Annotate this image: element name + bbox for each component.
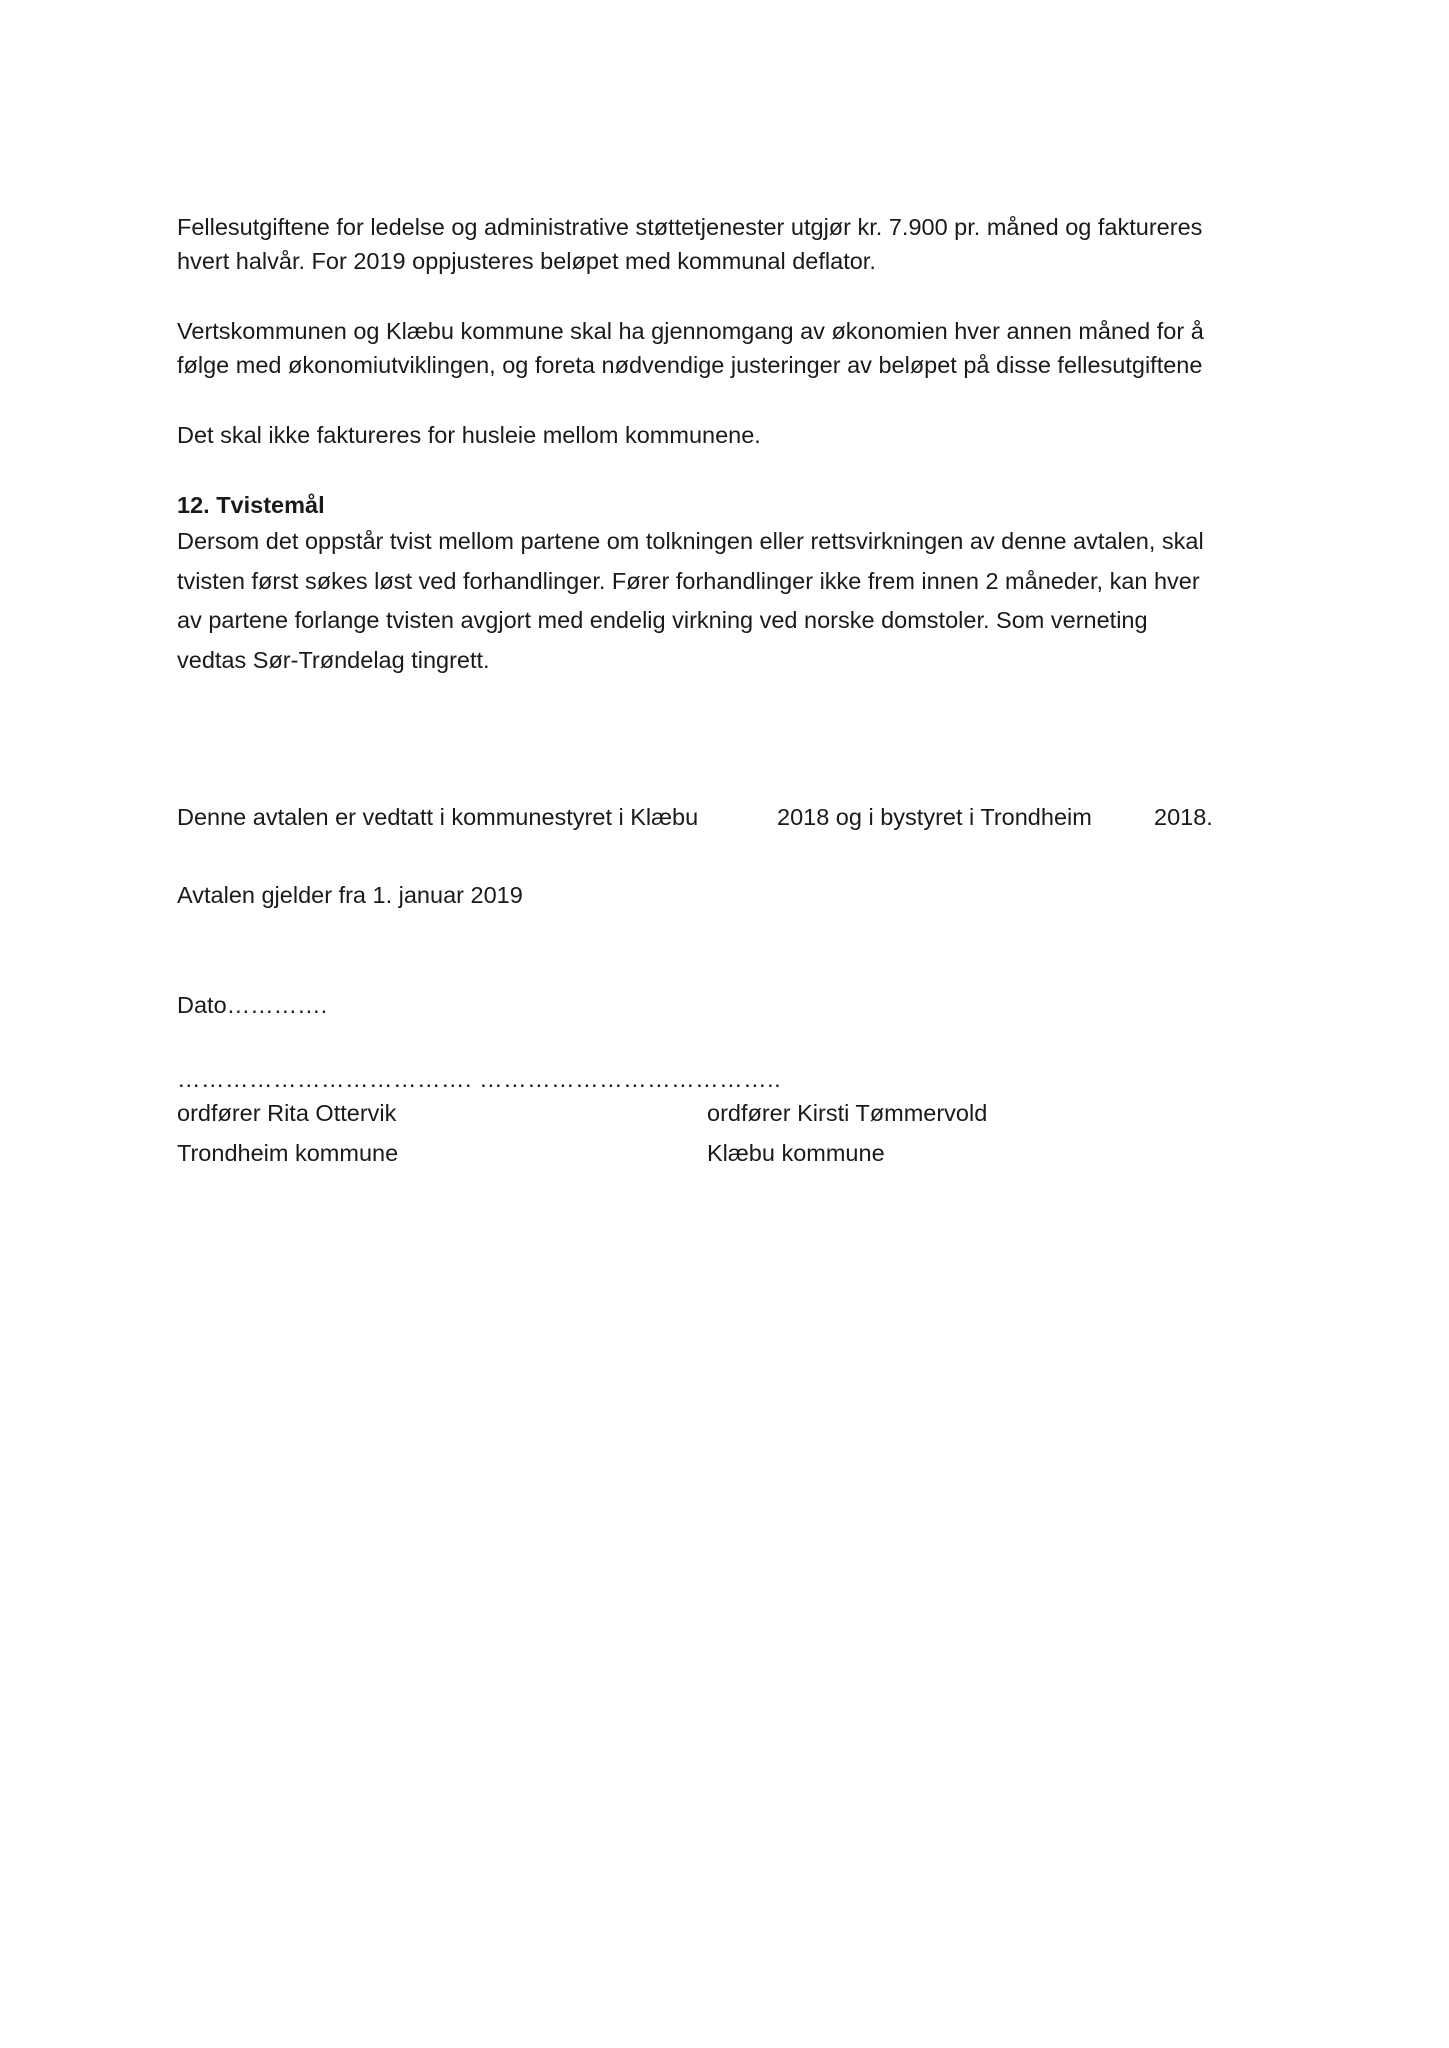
paragraph-gjennomgang	[177, 314, 1287, 382]
text-line: vedtas Sør-Trøndelag tingrett.	[177, 646, 490, 673]
text-line: Det skal ikke faktureres for husleie mellom kommunene.	[177, 422, 761, 448]
signature-dots-right: ………………………………..	[479, 1066, 782, 1092]
signature-names-row	[177, 1096, 1287, 1136]
paragraph-tvistemal	[177, 522, 1287, 680]
section-heading: 12. Tvistemål	[177, 492, 325, 518]
signature-right-name: ordfører Kirsti Tømmervold	[707, 1100, 988, 1126]
adoption-part-trondheim: 2018 og i bystyret i Trondheim	[777, 804, 1092, 830]
adoption-part-year: 2018.	[1154, 804, 1213, 830]
signature-dot-lines	[177, 1062, 1287, 1096]
text-line: Fellesutgiftene for ledelse og administrative støttetjenester utgjør kr. 7.900 pr. måned og faktureres	[177, 214, 1203, 240]
date-line: Dato………….	[177, 992, 328, 1018]
signature-right-org: Klæbu kommune	[707, 1140, 885, 1166]
signature-left-org: Trondheim kommune	[177, 1140, 399, 1166]
document-page	[177, 210, 1287, 1176]
paragraph-fellesutgifter	[177, 210, 1287, 278]
text-line: hvert halvår. For 2019 oppjusteres beløpet med kommunal deflator.	[177, 248, 876, 274]
adoption-part-klaebu: Denne avtalen er vedtatt i kommunestyret i Klæbu	[177, 804, 699, 830]
text-line: Vertskommunen og Klæbu kommune skal ha gjennomgang av økonomien hver annen måned for å	[177, 318, 1204, 344]
text-line: tvisten først søkes løst ved forhandlinger. Fører forhandlinger ikke frem innen 2 måneder, kan hver	[177, 567, 1200, 594]
text-line: av partene forlange tvisten avgjort med endelig virkning ved norske domstoler. Som verneting	[177, 607, 1148, 633]
signature-left-name: ordfører Rita Ottervik	[177, 1100, 397, 1126]
signature-dots-left: ……………………………….	[177, 1066, 473, 1092]
signature-orgs-row	[177, 1136, 1287, 1176]
text-line: følge med økonomiutviklingen, og foreta nødvendige justeringer av beløpet på disse fellesutgiftene	[177, 352, 1203, 378]
paragraph-husleie	[177, 418, 1287, 452]
adoption-statement	[177, 800, 1287, 834]
text-line: Dersom det oppstår tvist mellom partene om tolkningen eller rettsvirkningen av denne avtalen, skal	[177, 528, 1204, 554]
valid-from-line: Avtalen gjelder fra 1. januar 2019	[177, 882, 523, 908]
